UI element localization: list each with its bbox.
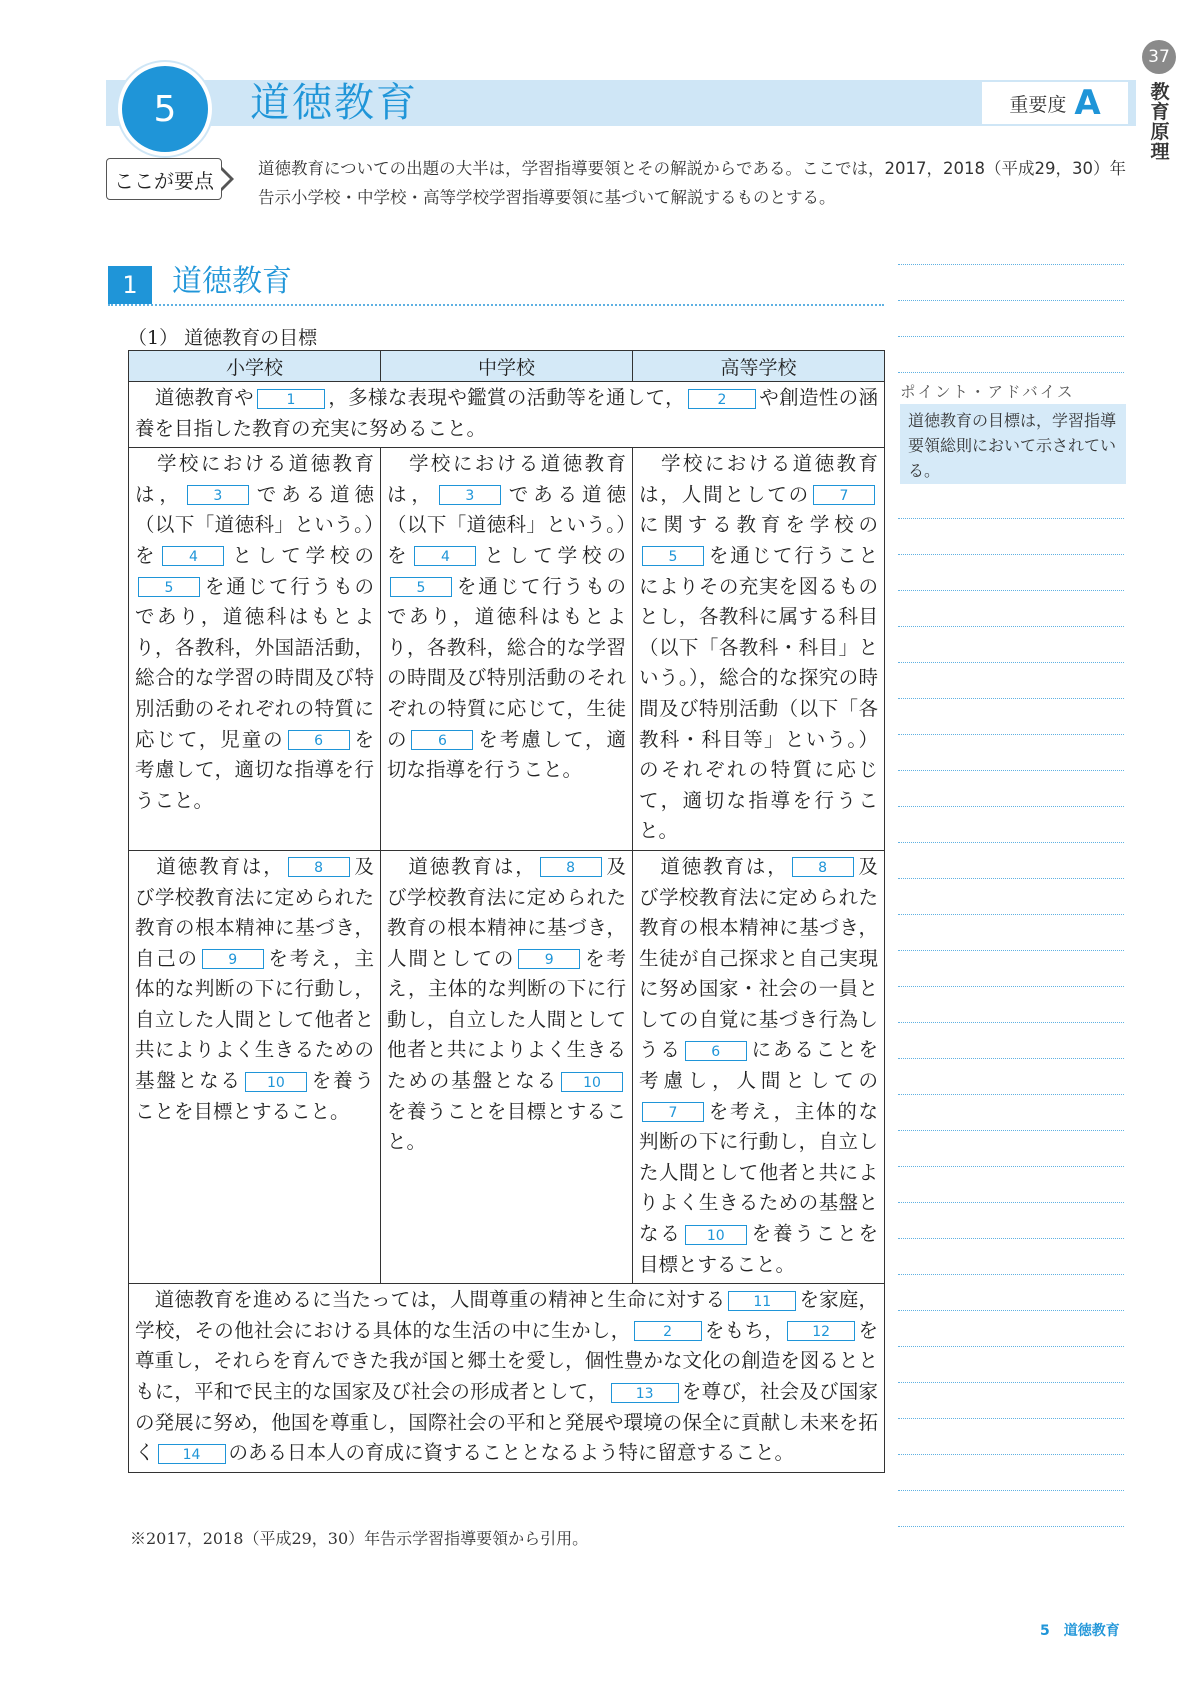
cell-text: 道徳教育は， [660,854,789,878]
note-line [898,770,1124,771]
note-line [898,1094,1124,1095]
note-line [898,1022,1124,1023]
cell-text: 及び学校教育法に定められた教育の根本精神に基づき，生徒が自己探求と自己実現に努め国家・社会の一員としての自覚に基づき行為しうる [639,854,878,1062]
section-title: 道徳教育 [172,264,292,299]
cell-text: を考慮して，適切な指導を行うこと。 [135,727,374,812]
cell-text: にあることを考慮し，人間としての [639,1038,878,1093]
note-line [898,554,1124,555]
cell-text: を通じて行うことによりその充実を図るものとし，各教科に属する科目（以下「各教科・科目」という。），総合的な探究の時間及び特別活動（以下「各教科・科目等」という。）のそれぞれの特質に応じて，適切な指導を行うこと。 [639,543,878,843]
cell-text: を考え，主体的な判断の下に行動し，自立した人間として他者と共によりよく生きるための基盤となる [639,1099,878,1246]
cell-text: である道徳（以下「道徳科」という。）を [387,482,626,567]
cell-text: のある日本人の育成に資することとなるよう特に留意すること。 [228,1441,795,1465]
answer-blank[interactable]: 4 [414,546,476,566]
note-line [898,734,1124,735]
note-line [898,1202,1124,1203]
cell-text: 学校における道徳教育は， [387,452,626,506]
cell-text: に関する教育を学校の [639,513,878,537]
note-line [898,300,1124,301]
answer-blank[interactable]: 12 [787,1321,855,1341]
note-line [898,518,1124,519]
answer-blank[interactable]: 10 [685,1225,747,1245]
note-line [898,950,1124,951]
cell-text: や創造性の涵養を目指した教育の充実に努めること。 [135,386,878,440]
note-line [898,1310,1124,1311]
table-row [129,1284,885,1473]
answer-blank[interactable]: 9 [202,949,264,969]
cell-text: である道徳（以下「道徳科」という。）を [135,482,374,567]
header-elementary: 小学校 [129,351,381,382]
high-cell [633,448,885,851]
cell-text: として学校の [479,543,626,567]
cell-text: を考え，主体的な判断の下に行動し，自立した人間として他者と共によりよく生きるための基盤となる [135,946,374,1093]
subsection-title: （1） 道徳教育の目標 [128,327,318,349]
note-line [898,878,1124,879]
answer-blank[interactable]: 7 [642,1102,704,1122]
goal-table [128,350,885,1473]
answer-blank[interactable]: 1 [257,389,325,409]
cell-text: を通じて行うものであり，道徳科はもとより，各教科，外国語活動，総合的な学習の時間及び特別活動のそれぞれの特質に応じて，児童の [135,574,374,751]
answer-blank[interactable]: 4 [162,546,224,566]
note-line [898,1382,1124,1383]
note-line [898,1166,1124,1167]
header-junior: 中学校 [381,351,633,382]
importance-badge [980,80,1130,126]
elementary-cell [129,448,381,851]
cell-text: をもち， [704,1318,785,1342]
importance-label: 重要度 [1009,93,1067,116]
key-point-label: ここが要点 [106,158,222,200]
cell-text: を考え，主体的な判断の下に行動し，自立した人間として他者と共によりよく生きるための基盤となる [387,946,626,1093]
answer-blank[interactable]: 11 [728,1291,796,1311]
common-note-cell [129,1284,885,1473]
cell-text: を尊び，社会及び国家の発展に努め，他国を尊重し，国際社会の平和と発展や環境の保全に貢献し未来を拓く [135,1380,878,1465]
answer-blank[interactable]: 2 [634,1321,702,1341]
note-line [898,1058,1124,1059]
header-high: 高等学校 [633,351,885,382]
note-line [898,336,1124,337]
note-line [898,1418,1124,1419]
table-row [129,850,885,1283]
answer-blank[interactable]: 5 [642,546,704,566]
junior-cell [381,448,633,851]
note-line [898,842,1124,843]
cell-text: 及び学校教育法に定められた教育の根本精神に基づき，人間としての [387,854,626,970]
answer-blank[interactable]: 2 [688,389,756,409]
cell-text: 学校における道徳教育は， [135,452,374,506]
answer-blank[interactable]: 5 [390,577,452,597]
importance-grade: A [1074,83,1101,123]
answer-blank[interactable]: 10 [245,1072,307,1092]
table-header-row [129,351,885,382]
key-point-arrow-inner [220,169,230,189]
advice-box: 道徳教育の目標は，学習指導要領総則において示されている。 [900,404,1126,484]
note-line [898,372,1124,373]
answer-blank[interactable]: 14 [158,1444,226,1464]
table-row [129,382,885,448]
source-note: ※2017，2018（平成29，30）年告示学習指導要領から引用。 [130,1529,589,1548]
answer-blank[interactable]: 3 [439,485,501,505]
note-line [898,1274,1124,1275]
junior-cell [381,850,633,1283]
page-footer: 5 道徳教育 [1040,1623,1120,1639]
answer-blank[interactable]: 7 [813,485,875,505]
note-line [898,1526,1124,1527]
answer-blank[interactable]: 6 [685,1041,747,1061]
note-line [898,698,1124,699]
note-line [898,1130,1124,1131]
answer-blank[interactable]: 6 [411,730,473,750]
page-title: 道徳教育 [250,80,418,126]
page-number: 37 [1142,40,1176,74]
cell-text: 道徳教育や [154,386,255,409]
cell-text: 及び学校教育法に定められた教育の根本精神に基づき，自己の [135,854,374,970]
cell-text: 道徳教育は， [156,854,285,878]
note-line [898,1346,1124,1347]
note-line [898,590,1124,591]
cell-text: を養うことを目標とすること。 [639,1222,878,1276]
answer-blank[interactable]: 10 [561,1072,623,1092]
cell-text: を養うことを目標とすること。 [387,1099,626,1154]
high-cell [633,850,885,1283]
advice-label: ポイント・アドバイス [900,383,1075,401]
cell-text: 道徳教育を進めるに当たっては，人間尊重の精神と生命に対する [154,1288,726,1312]
cell-text: として学校の [227,543,374,567]
cell-text: を尊重し，それらを育んできた我が国と郷土を愛し，個性豊かな文化の創造を図るとともに，平和で民主的な国家及び社会の形成者として， [135,1318,878,1403]
answer-blank[interactable]: 8 [288,857,350,877]
cell-text: を家庭，学校，その他社会における具体的な生活の中に生かし， [135,1288,878,1342]
common-goal-cell [129,382,885,448]
section-number: 1 [108,266,152,304]
cell-text: を考慮して，適切な指導を行うこと。 [387,727,626,782]
cell-text: 学校における道徳教育は，人間としての [639,452,878,506]
answer-blank[interactable]: 9 [518,949,580,969]
cell-text: を通じて行うものであり，道徳科はもとより，各教科，総合的な学習の時間及び特別活動のそれぞれの特質に応じて，生徒の [387,574,626,751]
table-row [129,448,885,851]
note-line [898,264,1124,265]
note-line [898,1490,1124,1491]
answer-blank[interactable]: 6 [288,730,350,750]
answer-blank[interactable]: 13 [611,1383,679,1403]
note-line [898,626,1124,627]
note-line [898,1454,1124,1455]
key-point-text: 道徳教育についての出題の大半は，学習指導要領とその解説からである。ここでは，2017，2018（平成29，30）年告示小学校・中学校・高等学校学習指導要領に基づいて解説するものとする。 [258,159,1126,207]
note-line [898,662,1124,663]
elementary-cell [129,850,381,1283]
note-line [898,986,1124,987]
cell-text: 道徳教育は， [408,854,537,878]
note-line [898,1238,1124,1239]
note-line [898,806,1124,807]
section-divider [108,304,884,306]
cell-text: ，多様な表現や鑑賞の活動等を通して， [328,386,685,409]
answer-blank[interactable]: 5 [138,577,200,597]
note-line [898,914,1124,915]
cell-text: を養うことを目標とすること。 [135,1069,374,1123]
chapter-label: 教育原理 [1150,81,1170,163]
answer-blank[interactable]: 3 [187,485,249,505]
chapter-number-badge: 5 [118,62,212,156]
answer-blank[interactable]: 8 [792,857,854,877]
answer-blank[interactable]: 8 [540,857,602,877]
